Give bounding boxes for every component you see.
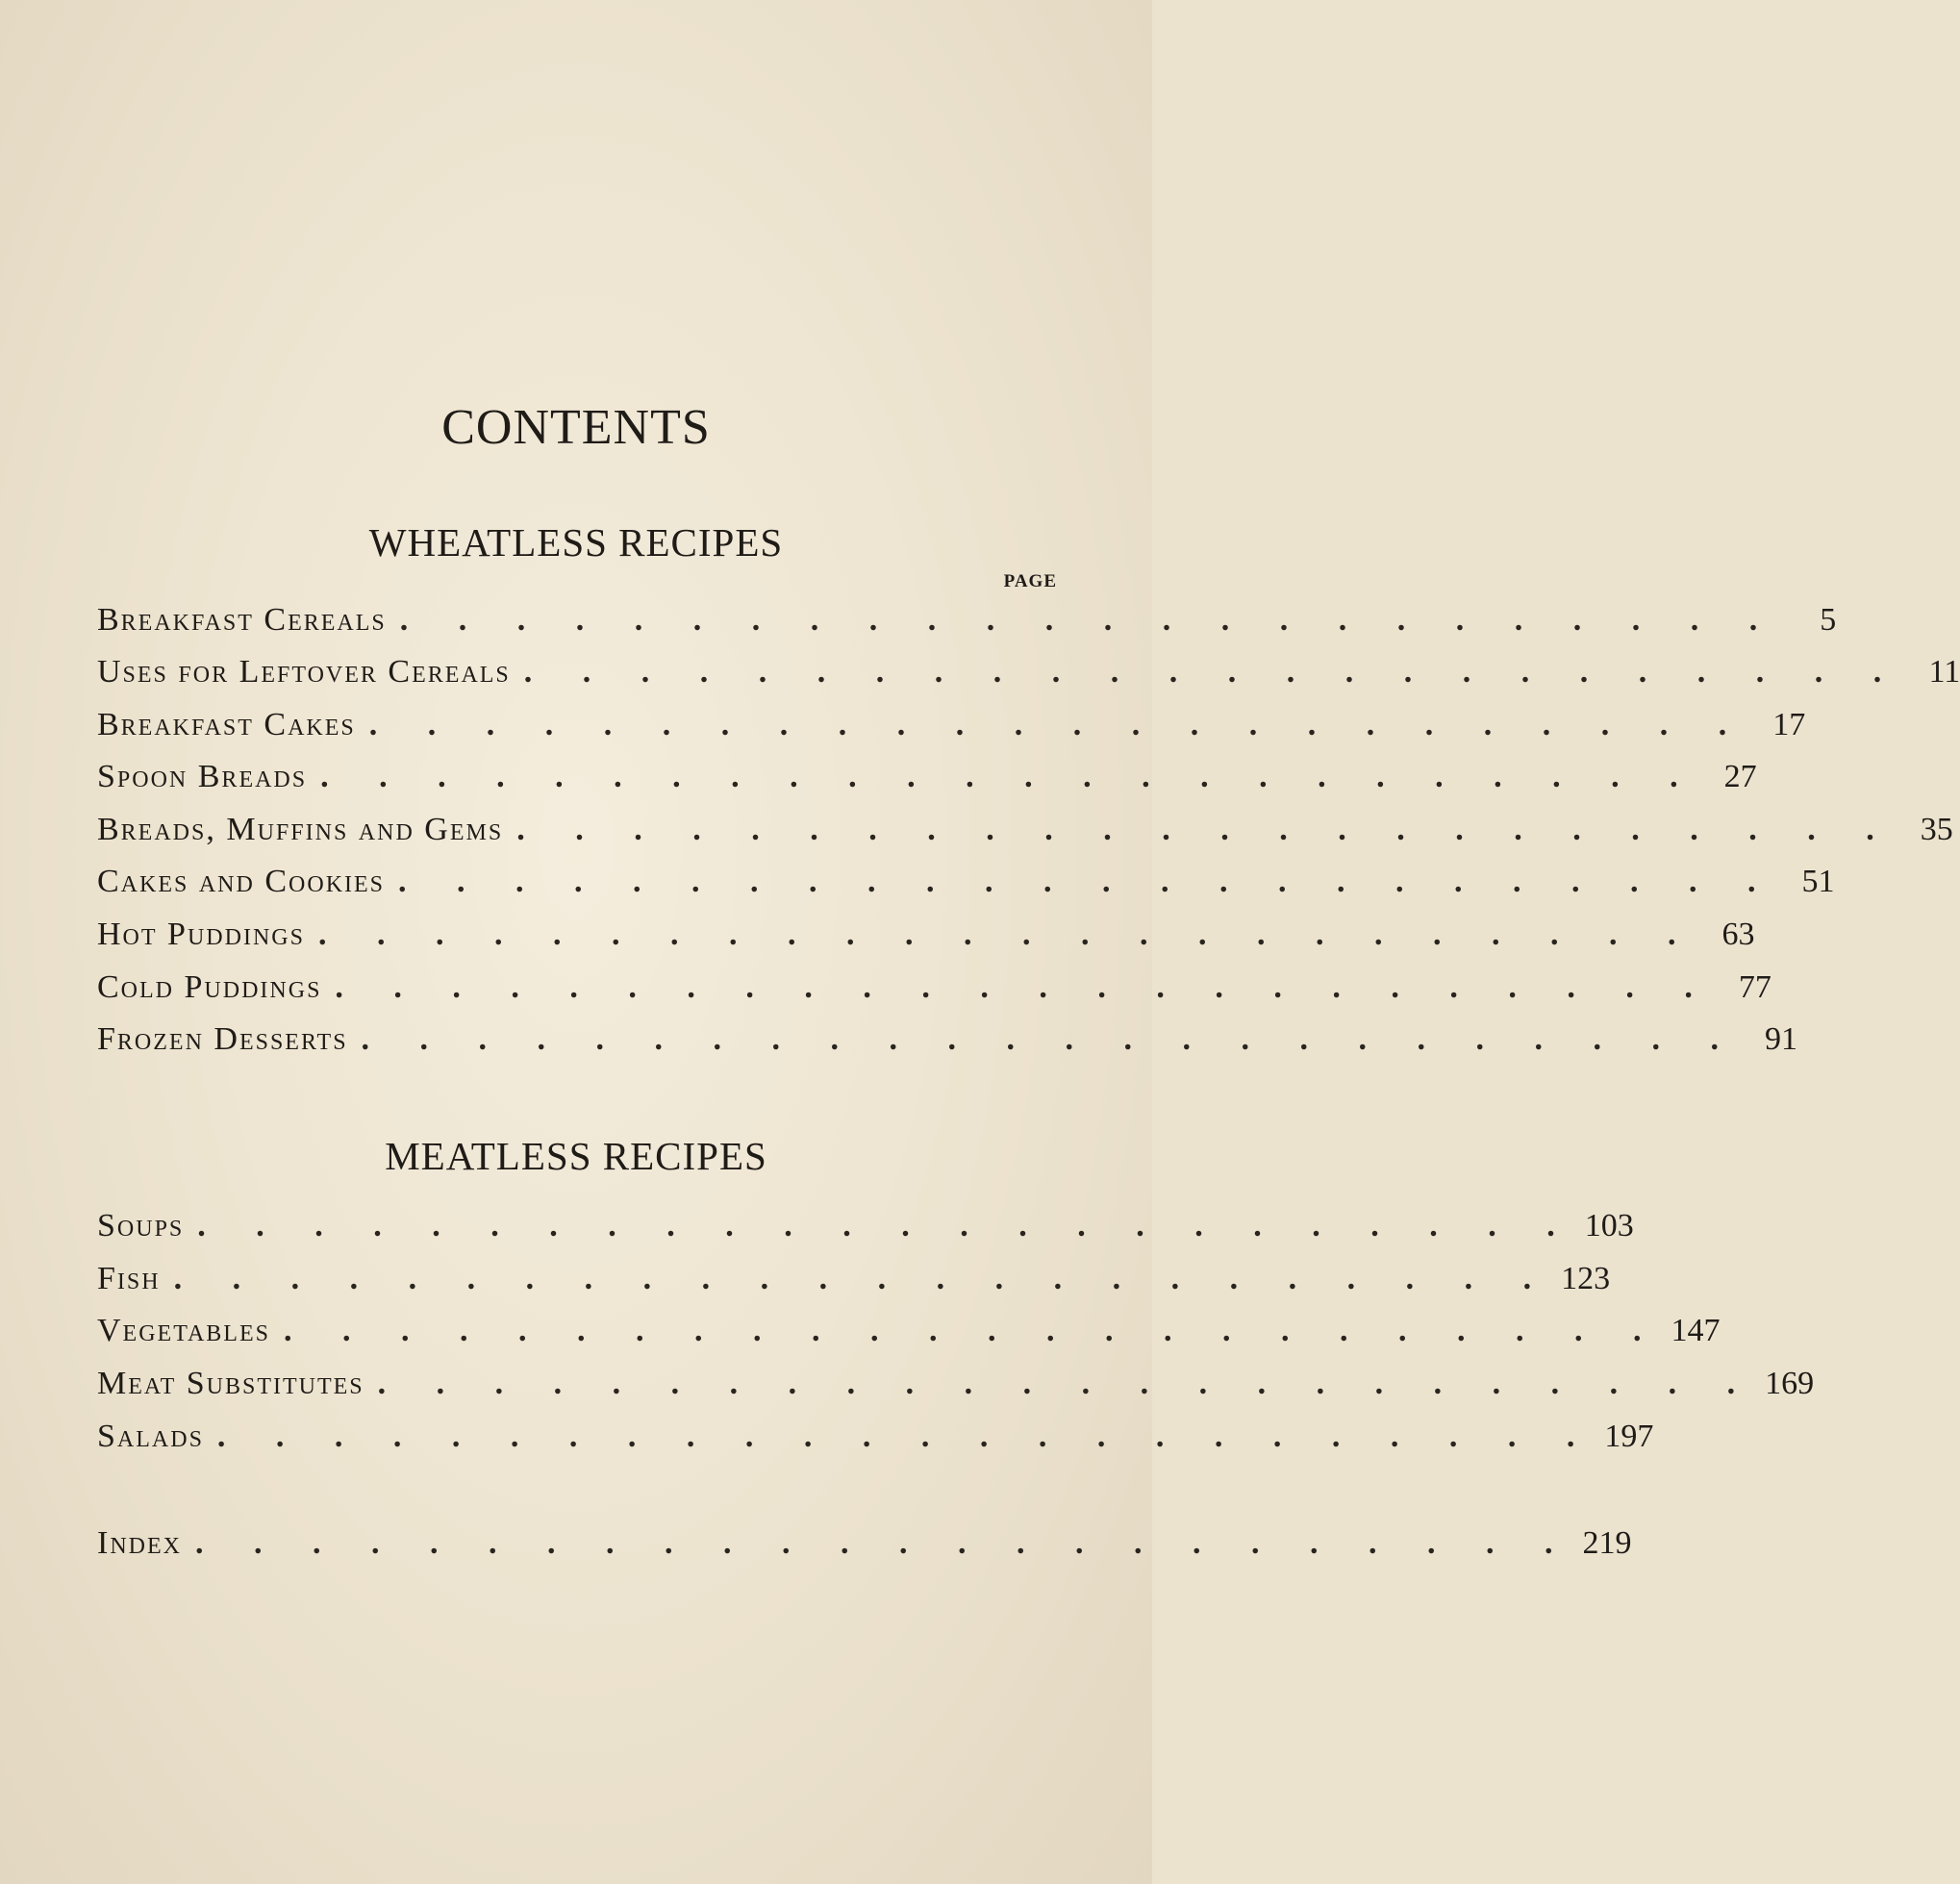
toc-entry[interactable]	[97, 917, 1755, 965]
toc-entry[interactable]	[97, 969, 1772, 1017]
toc-entry-title: Cakes and Cookies	[97, 864, 386, 899]
toc-entry[interactable]	[97, 602, 1837, 650]
leader-dots: . . . . . . . . . . . . . . . . . . . . . . . .	[173, 1261, 1553, 1296]
toc-entry-title: Breakfast Cakes	[97, 707, 356, 742]
toc-entry-title: Hot Puddings	[97, 917, 305, 952]
toc-entry-page: 147	[1671, 1313, 1721, 1348]
toc-entry-page: 27	[1723, 759, 1757, 794]
toc-entry-title: Cold Puddings	[97, 969, 322, 1005]
toc-entry-index[interactable]	[97, 1525, 1632, 1573]
toc-entry-page: 91	[1765, 1021, 1798, 1057]
toc-entry[interactable]	[97, 654, 1960, 702]
toc-entry[interactable]	[97, 1313, 1721, 1361]
leader-dots: . . . . . . . . . . . . . . . . . . . . . . . .	[335, 969, 1714, 1005]
toc-entry-page: 169	[1765, 1366, 1815, 1401]
toc-entry[interactable]	[97, 1261, 1611, 1309]
leader-dots: . . . . . . . . . . . . . . . . . . . . . . . .	[377, 1366, 1757, 1401]
leader-dots: . . . . . . . . . . . . . . . . . . . . . . . .	[399, 602, 1779, 638]
toc-entry-page: 63	[1721, 917, 1755, 952]
leader-dots: . . . . . . . . . . . . . . . . . . . . . . . .	[320, 759, 1699, 794]
leader-dots: . . . . . . . . . . . . . . . . . . . . . . . .	[283, 1313, 1663, 1348]
toc-entry-title: Vegetables	[97, 1313, 270, 1348]
toc-entry[interactable]	[97, 1021, 1798, 1069]
section-heading-meatless: MEATLESS RECIPES	[385, 1134, 767, 1178]
toc-entry-page: 77	[1738, 969, 1772, 1005]
leader-dots: . . . . . . . . . . . . . . . . . . . . . . . .	[317, 917, 1697, 952]
toc-entry[interactable]	[97, 707, 1806, 755]
toc-entry-title: Meat Substitutes	[97, 1366, 364, 1401]
toc-entry[interactable]	[97, 1419, 1654, 1467]
leader-dots: . . . . . . . . . . . . . . . . . . . . . . . .	[194, 1525, 1574, 1561]
toc-entry[interactable]	[97, 1366, 1815, 1414]
leader-dots: . . . . . . . . . . . . . . . . . . . . . . . .	[197, 1208, 1576, 1243]
toc-entry-page: 123	[1561, 1261, 1611, 1296]
toc-entry-title: Uses for Leftover Cereals	[97, 654, 511, 690]
leader-dots: . . . . . . . . . . . . . . . . . . . . . . . .	[523, 654, 1903, 690]
leader-dots: . . . . . . . . . . . . . . . . . . . . . . . .	[516, 812, 1896, 847]
leader-dots: . . . . . . . . . . . . . . . . . . . . . . . .	[216, 1419, 1596, 1454]
toc-entry[interactable]	[97, 864, 1835, 912]
toc-entry-page: 51	[1801, 864, 1835, 899]
toc-entry-title: Salads	[97, 1419, 204, 1454]
leader-dots: . . . . . . . . . . . . . . . . . . . . . . . .	[398, 864, 1777, 899]
toc-entry-page: 219	[1582, 1525, 1632, 1561]
toc-entry-title: Frozen Desserts	[97, 1021, 348, 1057]
leader-dots: . . . . . . . . . . . . . . . . . . . . . . . .	[361, 1021, 1741, 1057]
page-title: CONTENTS	[441, 400, 711, 455]
toc-entry-title: Fish	[97, 1261, 161, 1296]
leader-dots: . . . . . . . . . . . . . . . . . . . . . . . .	[368, 707, 1748, 742]
toc-entry-page: 35	[1920, 812, 1953, 847]
toc-entry[interactable]	[97, 759, 1757, 807]
toc-entry-title: Soups	[97, 1208, 185, 1243]
toc-entry-page: 197	[1604, 1419, 1654, 1454]
toc-entry-title: Breakfast Cereals	[97, 602, 387, 638]
section-heading-wheatless: WHEATLESS RECIPES	[368, 520, 784, 565]
toc-entry[interactable]	[97, 1208, 1634, 1256]
page-column-header: PAGE	[1003, 571, 1057, 591]
toc-entry-title: Index	[97, 1525, 182, 1561]
toc-entry-page: 11	[1928, 654, 1960, 690]
toc-entry-page: 17	[1772, 707, 1806, 742]
toc-entry[interactable]	[97, 812, 1953, 860]
toc-entry-title: Breads, Muffins and Gems	[97, 812, 504, 847]
toc-entry-title: Spoon Breads	[97, 759, 308, 794]
toc-entry-page: 103	[1584, 1208, 1634, 1243]
toc-entry-page: 5	[1820, 602, 1837, 638]
